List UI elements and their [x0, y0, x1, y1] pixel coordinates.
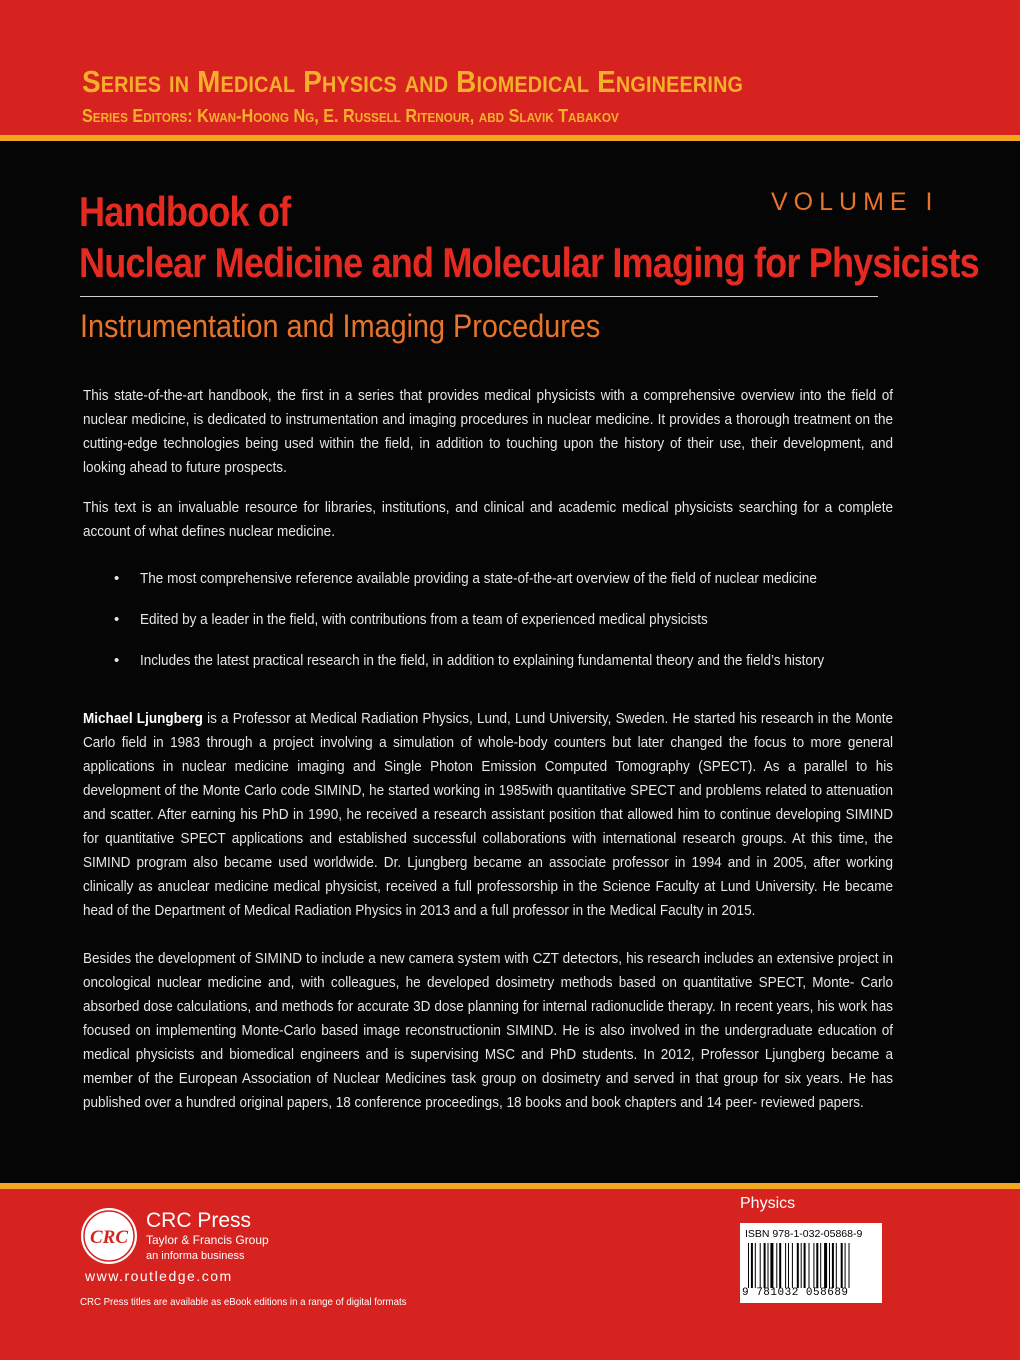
author-name: Michael Ljungberg [83, 710, 203, 727]
barcode-bar [804, 1243, 806, 1288]
barcode-bar [760, 1243, 761, 1288]
author-bio-paragraph-2: Besides the development of SIMIND to include a new camera system with CZT detectors, his research includes an extensive project in oncological nuclear medicine and, with colleagues, he developed dosimetry methods based on quantitative SPECT, Monte- Carlo absorbed dose calculations, and methods for accurate 3D dose planning for internal radionuclide therapy. In recent years, his work has focused on implementing Monte-Carlo based image reconstructionin SIMIND. He is also involved in the undergraduate education of medical physicists and biomedical engineers and is supervising MSC and PhD students. In 2012, Professor Ljungberg became a member of the European Association of Nuclear Medicines task group on dosimetry and served in that group for six years. He has published over a hundred original papers, 18 conference proceedings, 18 books and book chapters and 14 peer- reviewed papers. [83, 950, 893, 1111]
bullet-icon: • [114, 570, 120, 587]
publisher-business: an informa business [146, 1250, 245, 1262]
barcode-bar [813, 1243, 814, 1288]
barcode-bar [841, 1243, 843, 1288]
crc-press-logo [80, 1207, 138, 1265]
barcode-bar [768, 1243, 769, 1288]
barcode-bar [829, 1243, 830, 1288]
title-divider [80, 296, 878, 297]
barcode-bar [797, 1243, 799, 1288]
barcode-bar [809, 1243, 810, 1288]
publisher-group: Taylor & Francis Group [146, 1233, 269, 1247]
barcode-bar [820, 1243, 821, 1288]
series-editors: Series Editors: Kwan-Hoong Ng, E. Russell Ritenour, abd Slavik Tabakov [82, 106, 619, 126]
barcode-bar [770, 1243, 773, 1288]
list-item [114, 652, 899, 669]
bullet-text: The most comprehensive reference available providing a state-of-the-art overview of the field of nuclear medicine [140, 570, 817, 587]
subject-category: Physics [740, 1195, 796, 1212]
barcode-digits: 9 781032 058689 [742, 1287, 849, 1299]
series-title: Series in Medical Physics and Biomedical Engineering [82, 64, 744, 99]
publisher-name: CRC Press [146, 1209, 252, 1232]
ebook-availability-note: CRC Press titles are available as eBook editions in a range of digital formats [80, 1296, 407, 1308]
publisher-website[interactable]: www.routledge.com [85, 1268, 233, 1284]
book-title-line-1: Handbook of [79, 188, 291, 235]
barcode-bar [764, 1243, 766, 1288]
list-item [114, 611, 770, 628]
barcode-bar [751, 1243, 753, 1288]
crc-logo-text: CRC [89, 1227, 129, 1248]
bullet-icon: • [114, 652, 120, 669]
isbn-barcode-panel [740, 1223, 882, 1303]
bullet-icon: • [114, 611, 120, 628]
barcode-bar [836, 1243, 837, 1288]
barcode-bar [779, 1243, 781, 1288]
bullet-text: Includes the latest practical research in the field, in addition to explaining fundamental theory and the field’s history [140, 652, 825, 669]
barcode-bar [832, 1243, 834, 1288]
volume-label: VOLUME I [771, 188, 939, 216]
list-item [114, 570, 890, 587]
description-paragraph-2: This text is an invaluable resource for libraries, institutions, and clinical and academic medical physicists searching for a complete account of what defines nuclear medicine. [83, 499, 893, 540]
barcode-bar [788, 1243, 789, 1288]
barcode-bar [792, 1243, 793, 1288]
top-gold-stripe [0, 135, 1020, 141]
barcode-bar [845, 1243, 846, 1288]
barcode-bar [785, 1243, 786, 1288]
barcode-bar [776, 1243, 777, 1288]
barcode-bar [801, 1243, 802, 1288]
book-title-line-2: Nuclear Medicine and Molecular Imaging for Physicists [79, 239, 979, 286]
barcode-bar [755, 1243, 756, 1288]
book-subtitle: Instrumentation and Imaging Procedures [80, 308, 601, 344]
author-bio-text: is a Professor at Medical Radiation Physics, Lund, Lund University, Sweden. He started his research in the Monte Carlo field in 1983 through a project involving a simulation of whole-body counters but later changed the focus to more general applications in nuclear medicine imaging and Single Photon Emission Computed Tomography (SPECT). As a parallel to his development of the Monte Carlo code SIMIND, he started working in 1985with quantitative SPECT and problems related to attenuation and scatter. After earning his PhD in 1990, he received a research assistant position that allowed him to continue developing SIMIND for quantitative SPECT applications and established successful collaborations with international research groups. At this time, the SIMIND program also became used worldwide. Dr. Ljungberg became an associate professor in 1994 and in 2005, after working clinically as anuclear medicine medical physicist, received a full professorship in the Science Faculty at Lund University. He became head of the Department of Medical Radiation Physics in 2013 and a full professor in the Medical Faculty in 2015. [83, 710, 893, 919]
barcode [746, 1243, 876, 1288]
barcode-bar [748, 1243, 749, 1288]
isbn-number: ISBN 978-1-032-05868-9 [745, 1228, 863, 1240]
barcode-bar [824, 1243, 827, 1288]
author-bio-paragraph-1 [83, 707, 893, 923]
description-paragraph-1: This state-of-the-art handbook, the first in a series that provides medical physicists with a comprehensive overview into the field of nuclear medicine, is dedicated to instrumentation and imaging procedures in nuclear medicine. It provides a thorough treatment on the cutting-edge technologies being used within the field, in addition to touching upon the history of their use, their development, and looking ahead to future prospects. [83, 387, 893, 476]
bullet-text: Edited by a leader in the field, with contributions from a team of experienced medical physicists [140, 611, 708, 628]
barcode-bar [816, 1243, 818, 1288]
barcode-bar [849, 1243, 850, 1288]
